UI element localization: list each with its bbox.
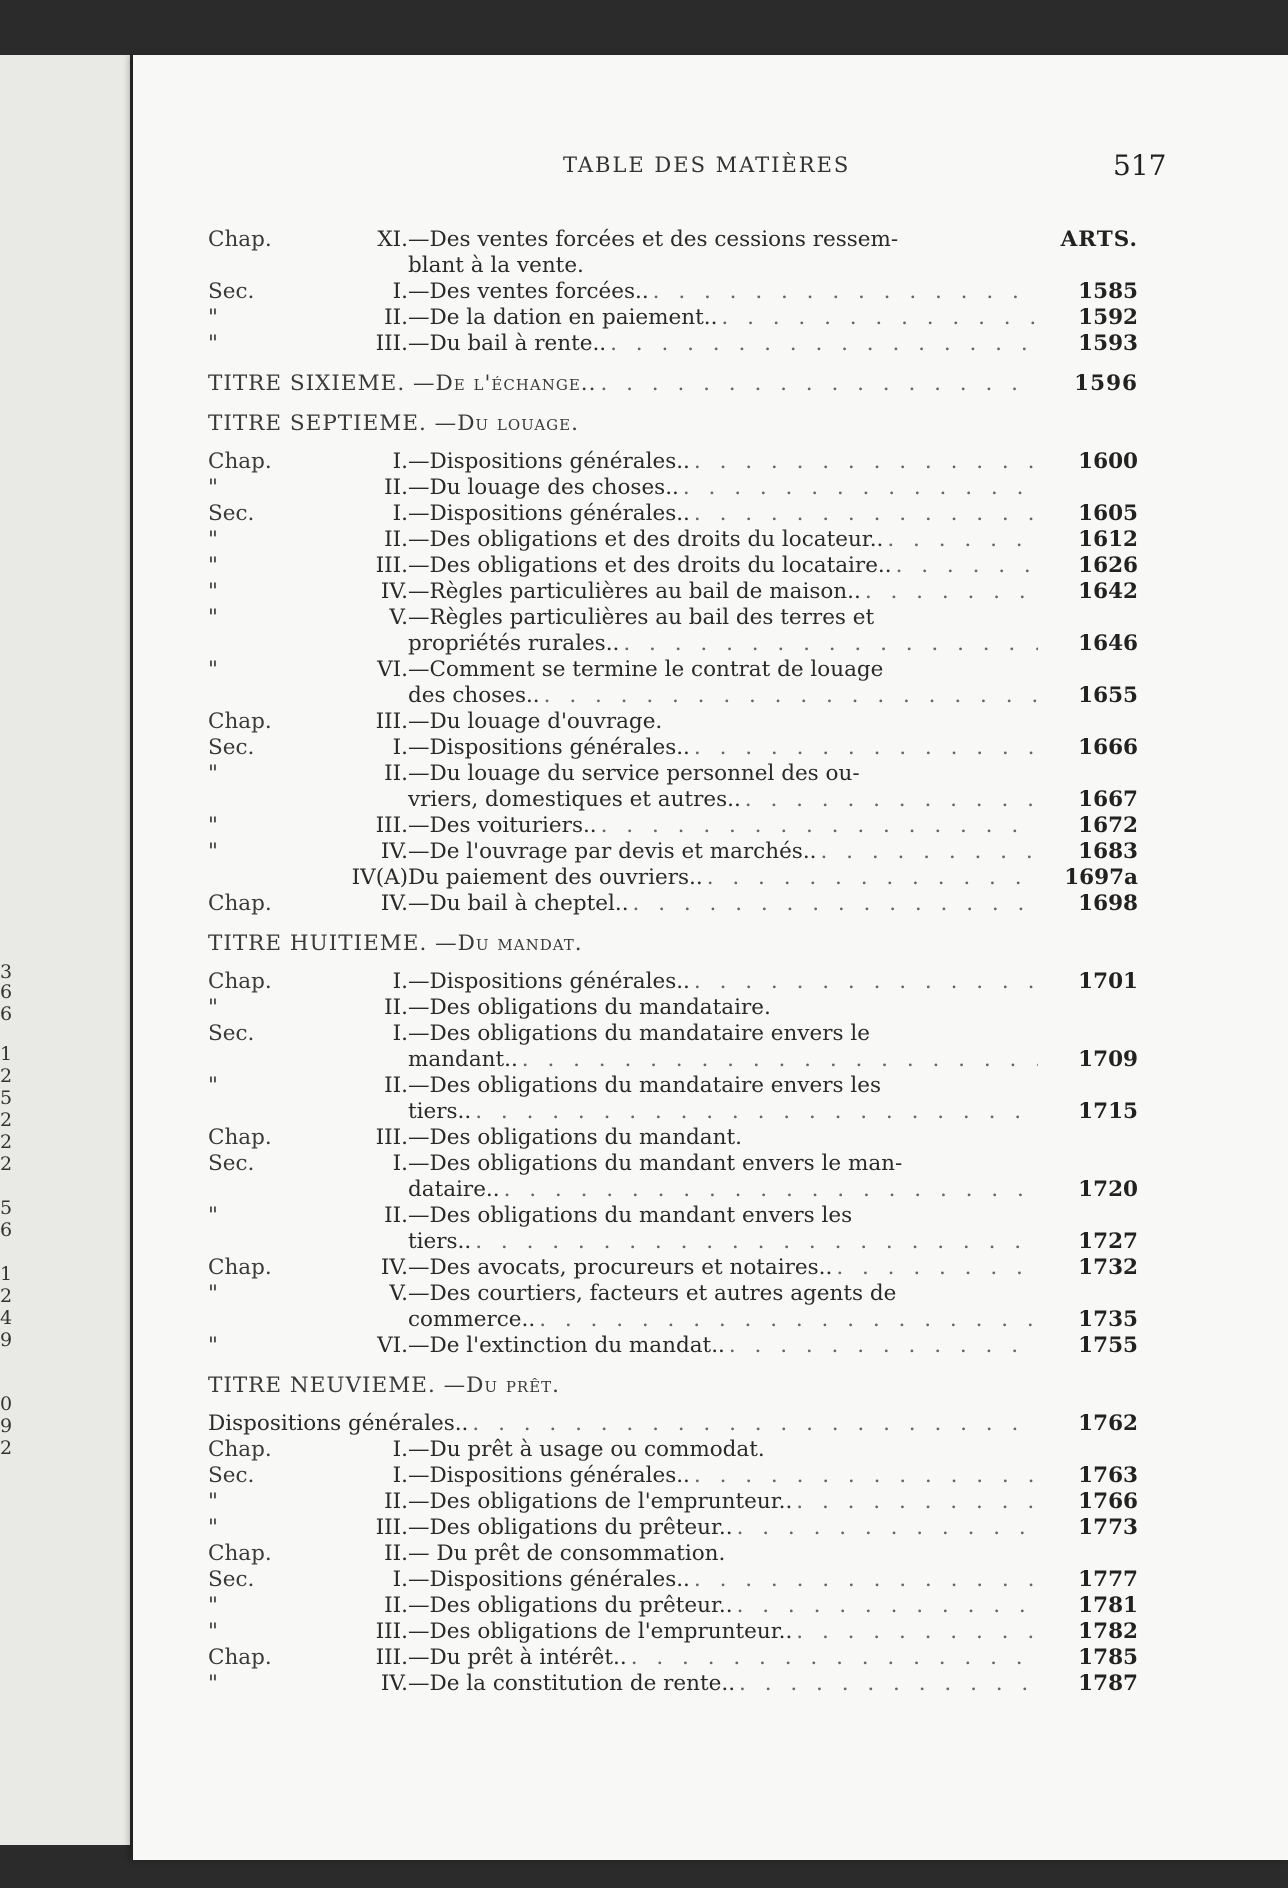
toc-entry bbox=[208, 1281, 1138, 1307]
entry-text: —Du bail à cheptel.. bbox=[408, 891, 629, 916]
dot-leader bbox=[500, 1177, 1038, 1203]
book-page bbox=[133, 55, 1288, 1860]
entry-text: —Des ventes forcées et des cessions ressem- bbox=[408, 227, 899, 252]
division-number: II. bbox=[384, 1073, 408, 1098]
toc-entry bbox=[208, 1567, 1138, 1593]
entry-text: —Des obligations du mandataire envers le bbox=[408, 1021, 870, 1046]
toc-entry bbox=[208, 279, 1138, 305]
facing-page-number: 2 bbox=[0, 1285, 13, 1307]
article-number: 1585 bbox=[1078, 279, 1138, 304]
titre-label: TITRE SEPTIEME. — bbox=[208, 411, 458, 436]
toc-entry bbox=[208, 1437, 1138, 1463]
dot-leader bbox=[703, 865, 1038, 891]
entry-text: vriers, domestiques et autres.. bbox=[408, 787, 741, 812]
toc-entry bbox=[208, 761, 1138, 787]
facing-page-number: 2 bbox=[0, 1109, 13, 1131]
division-number: IV. bbox=[380, 839, 408, 864]
article-number: 1655 bbox=[1078, 683, 1138, 708]
entry-text: Dispositions générales.. bbox=[208, 1411, 469, 1436]
article-number: 1773 bbox=[1078, 1515, 1138, 1540]
article-number: 1697a bbox=[1064, 865, 1138, 890]
dot-leader bbox=[717, 305, 1038, 331]
toc-entry bbox=[208, 227, 1138, 253]
toc-entry bbox=[208, 1177, 1138, 1203]
division-number: II. bbox=[384, 1203, 408, 1228]
division-label: Chap. bbox=[208, 1255, 272, 1280]
toc-entry bbox=[208, 553, 1138, 579]
division-number: II. bbox=[384, 475, 408, 500]
toc-entry bbox=[208, 579, 1138, 605]
division-label: " bbox=[208, 657, 218, 682]
division-label: Chap. bbox=[208, 227, 272, 252]
division-number: II. bbox=[384, 1593, 408, 1618]
article-number: 1646 bbox=[1078, 631, 1138, 656]
toc-entry bbox=[208, 1125, 1138, 1151]
entry-text: —Du prêt à intérêt.. bbox=[408, 1645, 627, 1670]
division-number: II. bbox=[384, 761, 408, 786]
dot-leader bbox=[518, 1047, 1038, 1073]
division-number: I. bbox=[392, 279, 408, 304]
division-number: I. bbox=[392, 449, 408, 474]
dot-leader bbox=[883, 527, 1038, 553]
article-number: 1735 bbox=[1078, 1307, 1138, 1332]
entry-text: —Dispositions générales.. bbox=[408, 501, 690, 526]
article-number: 1701 bbox=[1078, 969, 1138, 994]
division-number: IV(A) bbox=[351, 865, 408, 890]
entry-text: —Des obligations et des droits du locateur.. bbox=[408, 527, 884, 552]
division-number: III. bbox=[375, 553, 408, 578]
division-label: Sec. bbox=[208, 1021, 255, 1046]
entry-text: blant à la vente. bbox=[408, 253, 584, 278]
article-number: 1763 bbox=[1078, 1463, 1138, 1488]
titre-label: TITRE HUITIEME. — bbox=[208, 931, 458, 956]
entry-text: —Du louage des choses.. bbox=[408, 475, 679, 500]
toc-entry bbox=[208, 1593, 1138, 1619]
division-number: IV. bbox=[380, 891, 408, 916]
division-number: V. bbox=[389, 1281, 408, 1306]
entry-text: dataire.. bbox=[408, 1177, 500, 1202]
dot-leader bbox=[535, 1307, 1038, 1333]
toc-entry bbox=[208, 1099, 1138, 1125]
division-number: III. bbox=[375, 331, 408, 356]
division-number: IV. bbox=[380, 1671, 408, 1696]
toc-entry bbox=[208, 631, 1138, 657]
division-number: XI. bbox=[377, 227, 408, 252]
article-number: 1683 bbox=[1078, 839, 1138, 864]
dot-leader bbox=[733, 1593, 1038, 1619]
dot-leader bbox=[619, 631, 1038, 657]
division-label: " bbox=[208, 1515, 218, 1540]
entry-text: —Du prêt à usage ou commodat. bbox=[408, 1437, 765, 1462]
entry-text: —Règles particulières au bail des terres et bbox=[408, 605, 875, 630]
facing-page-number: 6 bbox=[0, 1003, 13, 1025]
division-label: " bbox=[208, 1489, 218, 1514]
article-number: 1596 bbox=[1074, 371, 1138, 396]
toc-entry bbox=[208, 735, 1138, 761]
toc-entry bbox=[208, 683, 1138, 709]
division-number: I. bbox=[392, 1567, 408, 1592]
toc-entry bbox=[208, 1307, 1138, 1333]
division-number: III. bbox=[375, 1125, 408, 1150]
division-label: " bbox=[208, 305, 218, 330]
toc-entry bbox=[208, 527, 1138, 553]
dot-leader bbox=[735, 1671, 1038, 1697]
division-label: Sec. bbox=[208, 501, 255, 526]
toc-entry bbox=[208, 1645, 1138, 1671]
toc-entry bbox=[208, 1515, 1138, 1541]
entry-text: —Dispositions générales.. bbox=[408, 735, 690, 760]
toc-entry bbox=[208, 865, 1138, 891]
division-number: II. bbox=[384, 1541, 408, 1566]
division-label: " bbox=[208, 761, 218, 786]
division-number: III. bbox=[375, 1515, 408, 1540]
division-label: Chap. bbox=[208, 1541, 272, 1566]
facing-page-number: 2 bbox=[0, 1437, 13, 1459]
entry-text: —Des courtiers, facteurs et autres agents de bbox=[408, 1281, 897, 1306]
division-label: " bbox=[208, 553, 218, 578]
titre-subject: De l'échange.. bbox=[435, 371, 597, 396]
division-number: II. bbox=[384, 995, 408, 1020]
division-number: II. bbox=[384, 305, 408, 330]
division-label: " bbox=[208, 475, 218, 500]
entry-text: —Comment se termine le contrat de louage bbox=[408, 657, 884, 682]
division-label: " bbox=[208, 605, 218, 630]
division-number: VI. bbox=[377, 657, 408, 682]
toc-entry bbox=[208, 839, 1138, 865]
division-label: Sec. bbox=[208, 279, 255, 304]
division-label: " bbox=[208, 1593, 218, 1618]
article-number: 1727 bbox=[1078, 1229, 1138, 1254]
facing-page-number: 6 bbox=[0, 981, 13, 1003]
toc-entry bbox=[208, 501, 1138, 527]
article-number: 1781 bbox=[1078, 1593, 1138, 1618]
facing-page-number: 0 bbox=[0, 1393, 13, 1415]
dot-leader bbox=[690, 1463, 1038, 1489]
facing-page-number: 5 bbox=[0, 1087, 13, 1109]
toc-entry bbox=[208, 331, 1138, 357]
facing-page-number: 5 bbox=[0, 1197, 13, 1219]
facing-page-number: 6 bbox=[0, 1219, 13, 1241]
division-label: " bbox=[208, 1619, 218, 1644]
division-label: Chap. bbox=[208, 1125, 272, 1150]
facing-page-number: 1 bbox=[0, 1263, 13, 1285]
dot-leader bbox=[792, 1619, 1038, 1645]
titre-subject: Du louage. bbox=[457, 411, 579, 436]
article-number: 1667 bbox=[1078, 787, 1138, 812]
toc-entry bbox=[208, 1463, 1138, 1489]
toc-entry bbox=[208, 305, 1138, 331]
toc-entry bbox=[208, 1021, 1138, 1047]
titre-label: TITRE SIXIEME. — bbox=[208, 371, 436, 396]
division-label: " bbox=[208, 1073, 218, 1098]
dot-leader bbox=[627, 1645, 1038, 1671]
article-number: 1592 bbox=[1078, 305, 1138, 330]
division-label: " bbox=[208, 995, 218, 1020]
titre-heading bbox=[208, 411, 1138, 437]
article-number: 1720 bbox=[1078, 1177, 1138, 1202]
toc-entry bbox=[208, 1489, 1138, 1515]
division-label: " bbox=[208, 579, 218, 604]
division-label: " bbox=[208, 1671, 218, 1696]
page-number: 517 bbox=[1113, 149, 1167, 182]
entry-text: —Des obligations du mandant envers le man- bbox=[408, 1151, 903, 1176]
division-number: II. bbox=[384, 1489, 408, 1514]
article-number: 1732 bbox=[1078, 1255, 1138, 1280]
entry-text: propriétés rurales.. bbox=[408, 631, 620, 656]
division-label: Sec. bbox=[208, 1463, 255, 1488]
titre-subject: Du prêt. bbox=[466, 1373, 560, 1398]
division-label: Chap. bbox=[208, 1645, 272, 1670]
entry-text: —De l'ouvrage par devis et marchés.. bbox=[408, 839, 817, 864]
dot-leader bbox=[690, 1567, 1038, 1593]
dot-leader bbox=[468, 1411, 1038, 1437]
entry-text: —Des obligations du prêteur.. bbox=[408, 1593, 733, 1618]
toc-entry bbox=[208, 969, 1138, 995]
dot-leader bbox=[596, 371, 1038, 397]
toc-entry bbox=[208, 709, 1138, 735]
entry-text: —Des obligations du mandant. bbox=[408, 1125, 742, 1150]
toc-entry bbox=[208, 1255, 1138, 1281]
titre-heading bbox=[208, 1373, 1138, 1399]
entry-text: —Du bail à rente.. bbox=[408, 331, 607, 356]
entry-text: —Dispositions générales.. bbox=[408, 969, 690, 994]
entry-text: —Des obligations du mandataire. bbox=[408, 995, 771, 1020]
division-label: Chap. bbox=[208, 449, 272, 474]
toc-entry bbox=[208, 1671, 1138, 1697]
toc-entry bbox=[208, 1619, 1138, 1645]
division-label: " bbox=[208, 839, 218, 864]
entry-text: —Des obligations et des droits du locataire.. bbox=[408, 553, 892, 578]
dot-leader bbox=[861, 579, 1038, 605]
division-number: I. bbox=[392, 501, 408, 526]
division-label: Chap. bbox=[208, 709, 272, 734]
article-number: 1766 bbox=[1078, 1489, 1138, 1514]
division-label: " bbox=[208, 1333, 218, 1358]
dot-leader bbox=[725, 1333, 1038, 1359]
division-number: I. bbox=[392, 1151, 408, 1176]
dot-leader bbox=[471, 1229, 1038, 1255]
dot-leader bbox=[690, 735, 1038, 761]
dot-leader bbox=[471, 1099, 1038, 1125]
entry-text: — Du prêt de consommation. bbox=[408, 1541, 726, 1566]
table-of-contents bbox=[208, 227, 1138, 1697]
division-number: III. bbox=[375, 1619, 408, 1644]
division-number: III. bbox=[375, 709, 408, 734]
entry-text: —Des ventes forcées.. bbox=[408, 279, 649, 304]
article-number: 1593 bbox=[1078, 331, 1138, 356]
toc-entry bbox=[208, 449, 1138, 475]
dot-leader bbox=[679, 475, 1038, 501]
arts-column-header: ARTS. bbox=[1060, 227, 1138, 252]
article-number: 1642 bbox=[1078, 579, 1138, 604]
entry-text: —De la dation en paiement.. bbox=[408, 305, 718, 330]
toc-entry bbox=[208, 995, 1138, 1021]
division-label: Chap. bbox=[208, 1437, 272, 1462]
toc-entry bbox=[208, 1203, 1138, 1229]
dot-leader bbox=[733, 1515, 1038, 1541]
entry-text: —Dispositions générales.. bbox=[408, 1463, 690, 1488]
facing-page-number: 4 bbox=[0, 1307, 13, 1329]
division-label: Sec. bbox=[208, 1567, 255, 1592]
article-number: 1626 bbox=[1078, 553, 1138, 578]
division-number: IV. bbox=[380, 579, 408, 604]
entry-text: —Des obligations du prêteur.. bbox=[408, 1515, 733, 1540]
facing-page-number: 2 bbox=[0, 1131, 13, 1153]
article-number: 1605 bbox=[1078, 501, 1138, 526]
dot-leader bbox=[629, 891, 1038, 917]
article-number: 1698 bbox=[1078, 891, 1138, 916]
toc-entry bbox=[208, 813, 1138, 839]
entry-text: commerce.. bbox=[408, 1307, 536, 1332]
entry-text: des choses.. bbox=[408, 683, 540, 708]
toc-entry bbox=[208, 1047, 1138, 1073]
article-number: 1755 bbox=[1078, 1333, 1138, 1358]
entry-text: —Du louage d'ouvrage. bbox=[408, 709, 663, 734]
division-label: Sec. bbox=[208, 735, 255, 760]
toc-entry bbox=[208, 253, 1138, 279]
dot-leader bbox=[649, 279, 1038, 305]
facing-page-number: 1 bbox=[0, 1043, 13, 1065]
toc-entry bbox=[208, 605, 1138, 631]
dot-leader bbox=[597, 813, 1038, 839]
division-label: " bbox=[208, 1281, 218, 1306]
division-number: I. bbox=[392, 735, 408, 760]
entry-text: —Des obligations du mandataire envers les bbox=[408, 1073, 882, 1098]
article-number: 1672 bbox=[1078, 813, 1138, 838]
dot-leader bbox=[817, 839, 1039, 865]
division-number: V. bbox=[389, 605, 408, 630]
division-label: Sec. bbox=[208, 1151, 255, 1176]
titre-heading bbox=[208, 371, 1138, 397]
division-number: I. bbox=[392, 969, 408, 994]
entry-text: —Règles particulières au bail de maison.. bbox=[408, 579, 861, 604]
article-number: 1762 bbox=[1078, 1411, 1138, 1436]
entry-text: —De la constitution de rente.. bbox=[408, 1671, 736, 1696]
entry-text: tiers.. bbox=[408, 1099, 472, 1124]
article-number: 1600 bbox=[1078, 449, 1138, 474]
dot-leader bbox=[892, 553, 1038, 579]
toc-entry bbox=[208, 1151, 1138, 1177]
division-number: III. bbox=[375, 813, 408, 838]
entry-text: tiers.. bbox=[408, 1229, 472, 1254]
facing-page-number: 2 bbox=[0, 1065, 13, 1087]
toc-entry bbox=[208, 891, 1138, 917]
division-label: " bbox=[208, 813, 218, 838]
toc-entry bbox=[208, 787, 1138, 813]
facing-page-number: 9 bbox=[0, 1415, 13, 1437]
facing-page-number: 2 bbox=[0, 1153, 13, 1175]
toc-entry bbox=[208, 1229, 1138, 1255]
article-number: 1782 bbox=[1078, 1619, 1138, 1644]
toc-entry bbox=[208, 657, 1138, 683]
toc-entry bbox=[208, 1073, 1138, 1099]
dot-leader bbox=[540, 683, 1038, 709]
facing-page-number: 3 bbox=[0, 961, 13, 983]
entry-text: Du paiement des ouvriers.. bbox=[408, 865, 703, 890]
entry-text: —Dispositions générales.. bbox=[408, 1567, 690, 1592]
dot-leader bbox=[741, 787, 1038, 813]
entry-text: —Des obligations de l'emprunteur.. bbox=[408, 1489, 793, 1514]
running-title: TABLE DES MATIÈRES bbox=[563, 153, 851, 177]
article-number: 1715 bbox=[1078, 1099, 1138, 1124]
titre-subject: Du mandat. bbox=[457, 931, 583, 956]
division-number: I. bbox=[392, 1463, 408, 1488]
titre-label: TITRE NEUVIEME. — bbox=[208, 1373, 467, 1398]
toc-entry bbox=[208, 1333, 1138, 1359]
titre-heading bbox=[208, 931, 1138, 957]
dot-leader bbox=[606, 331, 1038, 357]
dot-leader bbox=[832, 1255, 1038, 1281]
entry-text: —De l'extinction du mandat.. bbox=[408, 1333, 725, 1358]
article-number: 1709 bbox=[1078, 1047, 1138, 1072]
division-number: I. bbox=[392, 1437, 408, 1462]
facing-page-number: 9 bbox=[0, 1329, 13, 1351]
division-label: " bbox=[208, 331, 218, 356]
toc-entry bbox=[208, 1541, 1138, 1567]
division-number: VI. bbox=[377, 1333, 408, 1358]
division-number: III. bbox=[375, 1645, 408, 1670]
dot-leader bbox=[690, 501, 1038, 527]
entry-text: —Des avocats, procureurs et notaires.. bbox=[408, 1255, 833, 1280]
division-label: " bbox=[208, 527, 218, 552]
entry-text: —Des obligations du mandant envers les bbox=[408, 1203, 853, 1228]
dot-leader bbox=[792, 1489, 1038, 1515]
toc-entry bbox=[208, 475, 1138, 501]
division-label: Chap. bbox=[208, 969, 272, 994]
toc-entry bbox=[208, 1411, 1138, 1437]
entry-text: mandant.. bbox=[408, 1047, 518, 1072]
article-number: 1787 bbox=[1078, 1671, 1138, 1696]
article-number: 1785 bbox=[1078, 1645, 1138, 1670]
article-number: 1666 bbox=[1078, 735, 1138, 760]
article-number: 1612 bbox=[1078, 527, 1138, 552]
entry-text: —Du louage du service personnel des ou- bbox=[408, 761, 860, 786]
left-page-edge bbox=[0, 55, 130, 1845]
division-number: II. bbox=[384, 527, 408, 552]
division-number: I. bbox=[392, 1021, 408, 1046]
dot-leader bbox=[690, 969, 1038, 995]
division-label: " bbox=[208, 1203, 218, 1228]
division-label: Chap. bbox=[208, 891, 272, 916]
article-number: 1777 bbox=[1078, 1567, 1138, 1592]
division-number: IV. bbox=[380, 1255, 408, 1280]
entry-text: —Dispositions générales.. bbox=[408, 449, 690, 474]
entry-text: —Des voituriers.. bbox=[408, 813, 597, 838]
dot-leader bbox=[690, 449, 1038, 475]
entry-text: —Des obligations de l'emprunteur.. bbox=[408, 1619, 793, 1644]
